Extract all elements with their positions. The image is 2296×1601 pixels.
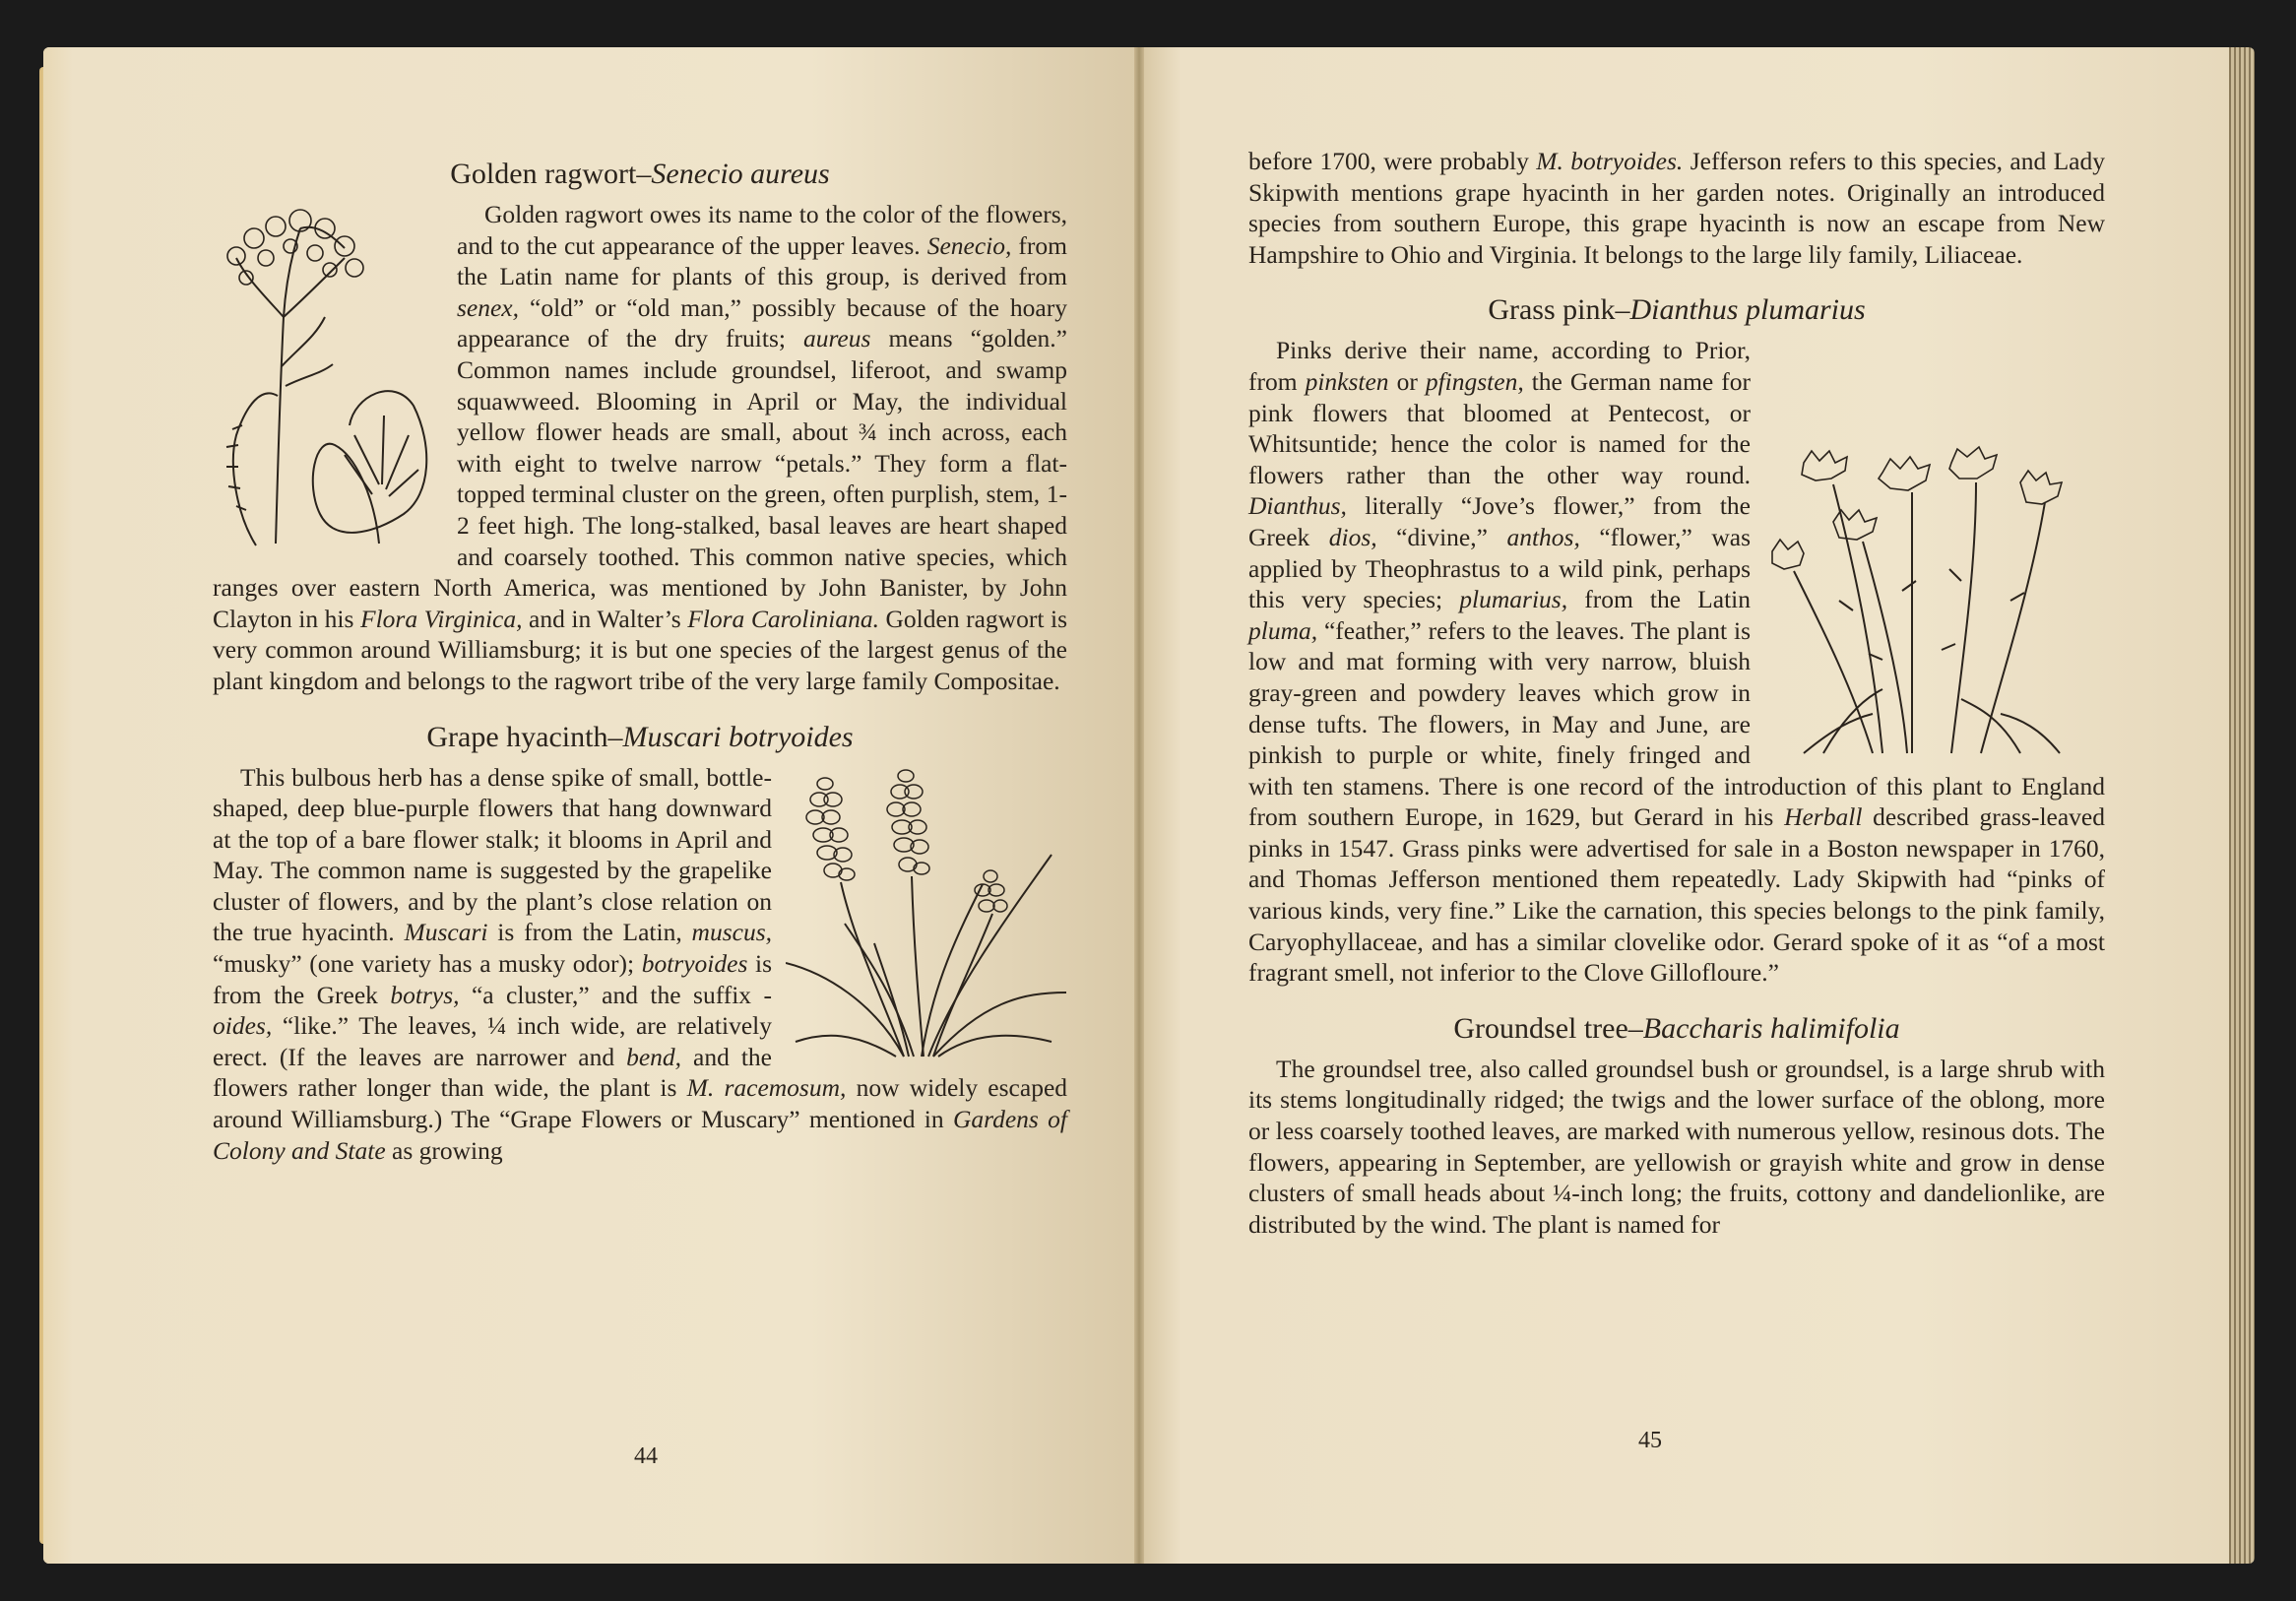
page-number-left: 44 [634, 1443, 658, 1469]
book-gutter [1134, 47, 1144, 1564]
text-run: This bulbous herb has a dense spike of small, bottle-shaped, deep blue-purple flowers that hang downward at the top of a bare flower stalk; it blooms in April and May. The common name is suggested by the grapelike cluster of flowers, and by the plant’s close relation on the true hyacinth. [213, 762, 772, 947]
text-run: before 1700, were probably [1248, 147, 1537, 175]
golden-ragwort-entry [213, 156, 1067, 697]
text-run: “old” or “old man,” possibly because of the hoary appearance of the dry fruits; [457, 292, 1067, 353]
grape-hyacinth-entry [213, 719, 1067, 1167]
left-page-text [213, 156, 1067, 1187]
text-run: described grass-leaved pinks in 1547. Grass pinks were advertised for sale in a Boston newspaper in 1760, and Thomas Jefferson mentioned them repeatedly. Lady Skipwith had “pinks of various kinds, very fine.” Like the carnation, this species belongs to the pink family, Caryophyllaceae, and has a similar clovelike odor. Gerard spoke of it as “of a most fragrant smell, not inferior to the Clove Gillofloure.” [1248, 802, 2105, 988]
grape-hyacinth-heading [213, 719, 1067, 756]
text-run: from the Latin name for plants of this group, is derived from [457, 230, 1067, 291]
text-run: or [1388, 366, 1426, 396]
text-run: “like.” The leaves, ¼ inch wide, are relatively erect. (If the leaves are narrower and [213, 1011, 772, 1071]
italic-term: bend, [626, 1042, 682, 1071]
heading-scientific-name: Dianthus plumarius [1629, 293, 1866, 327]
text-run: The groundsel tree, also called groundsel bush or groundsel, is a large shrub with its stems longitudinally ridged; the twigs and the lower surface of the oblong, more or less coarsely toothed leaves, are marked with numerous yellow, resinous dots. The flowers, appearing in September, are yellowish or grayish white and grow in dense clusters of small heads about ¼-inch long; the fruits, cottony and dandelionlike, are distributed by the wind. The plant is named for [1248, 1054, 2105, 1239]
italic-term: plumarius, [1459, 585, 1568, 614]
italic-term: dios, [1328, 522, 1377, 551]
italic-term: pluma, [1248, 615, 1318, 645]
open-book [43, 47, 2249, 1564]
heading-common-name: Golden ragwort [450, 158, 637, 190]
heading-scientific-name: Baccharis halimifolia [1642, 1011, 1900, 1045]
text-run: and in Walter’s [522, 604, 688, 633]
italic-term: muscus, [691, 918, 772, 947]
italic-term: botryoides [641, 949, 748, 979]
text-run: and the flowers rather longer than wide, the plant is [213, 1042, 772, 1103]
text-run: the German name for pink flowers that bloomed at Pentecost, or Whitsuntide; hence the color is named for the flowers rather than the other way round. [1248, 366, 1751, 489]
grape-hyacinth-continuation [1248, 146, 2105, 270]
grass-pink-illustration [1764, 433, 2109, 758]
heading-common-name: Groundsel tree [1453, 1011, 1628, 1045]
text-run: now widely escaped around Williamsburg.) The “Grape Flowers or Muscary” mentioned in [213, 1073, 1068, 1134]
italic-term: M. racemosum, [686, 1073, 847, 1103]
text-run: as growing [385, 1135, 503, 1165]
italic-term: aureus [802, 324, 871, 353]
italic-term: pfingsten, [1425, 366, 1524, 396]
right-page-text [1248, 146, 2105, 1261]
text-run: is from the Latin, [487, 918, 692, 947]
continuation-paragraph [1248, 146, 2105, 270]
text-run: Jefferson refers to this species, and Lady Skipwith mentions grape hyacinth in her garden notes. Originally an introduced species from southern Europe, this grape hyacinth is now an escape from New Hampshire to Ohio and Virginia. It belongs to the large lily family, Liliaceae. [1248, 147, 2105, 269]
text-run: “feather,” refers to the leaves. The plant is low and mat forming with very narrow, bluish gray-green and powdery leaves which grow in dense tufts. The flowers, in May and June, are pinkish to purple or white, finely fringed and with ten stamens. There is one record of the introduction of this plant to England from southern Europe, in 1629, but Gerard in his [1248, 615, 2105, 832]
page-stack-edge [2229, 47, 2255, 1564]
groundsel-tree-heading [1248, 1010, 2105, 1048]
heading-scientific-name: Senecio aureus [651, 158, 830, 190]
heading-dash: – [1615, 293, 1630, 327]
grape-hyacinth-illustration [786, 766, 1071, 1061]
text-run: “a cluster,” and the suffix [459, 980, 764, 1009]
golden-ragwort-heading [213, 156, 1067, 193]
italic-term: Dianthus, [1248, 491, 1347, 521]
golden-ragwort-illustration [207, 199, 443, 551]
text-run: Golden ragwort owes its name to the color of the flowers, and to the cut appearance of the upper leaves. [457, 200, 1067, 260]
italic-term: Muscari [404, 918, 488, 947]
italic-term: M. botryoides. [1536, 147, 1684, 175]
groundsel-tree-entry [1248, 1010, 2105, 1241]
italic-term: pinksten [1305, 366, 1389, 396]
heading-dash: – [1627, 1011, 1643, 1045]
italic-term: -oides, [213, 980, 772, 1041]
heading-common-name: Grass pink [1488, 293, 1616, 327]
italic-term: senex, [457, 292, 520, 322]
grass-pink-heading [1248, 291, 2105, 329]
text-run: from the Latin [1567, 585, 1751, 614]
groundsel-tree-paragraph [1248, 1054, 2105, 1241]
heading-scientific-name: Muscari botryoides [622, 720, 854, 753]
text-run: literally “Jove’s flower,” from the Greek [1248, 491, 1751, 551]
text-run: is from the Greek [213, 949, 773, 1009]
text-run: Pinks derive their name, according to Prior, from [1248, 336, 1751, 396]
italic-term: Senecio, [926, 230, 1012, 260]
italic-term: botrys, [390, 980, 460, 1009]
italic-term: Gardens of Colony and State [213, 1105, 1067, 1165]
page-number-right: 45 [1638, 1428, 1662, 1453]
heading-common-name: Grape hyacinth [426, 720, 608, 753]
italic-term: anthos, [1506, 522, 1580, 551]
italic-term: Herball [1784, 802, 1863, 832]
italic-term: Flora Virginica, [360, 604, 523, 633]
italic-term: Flora Caroliniana. [687, 604, 879, 633]
text-run: Golden ragwort is very common around Williamsburg; it is but one species of the largest genus of the plant kingdom and belongs to the ragwort tribe of the very large family Compositae. [213, 604, 1067, 695]
grass-pink-entry [1248, 291, 2105, 988]
text-run: “musky” (one variety has a musky odor); [213, 949, 642, 979]
text-run: “divine,” [1376, 522, 1507, 551]
heading-dash: – [607, 720, 623, 753]
text-run: “flower,” was applied by Theophrastus to a wild pink, perhaps this very species; [1248, 522, 1752, 614]
heading-dash: – [636, 158, 652, 190]
text-run: means “golden.” Common names include groundsel, liferoot, and swamp squawweed. Blooming in April or May, the individual yellow flower heads are small, about ¾ inch across, each with eight to twelve narrow “petals.” They form a flat-topped terminal cluster on the green, often purplish, stem, 1-2 feet high. The long-stalked, basal leaves are heart shaped and coarsely toothed. This common native species, which ranges over eastern North America, was mentioned by John Banister, by John Clayton in his [213, 324, 1067, 633]
